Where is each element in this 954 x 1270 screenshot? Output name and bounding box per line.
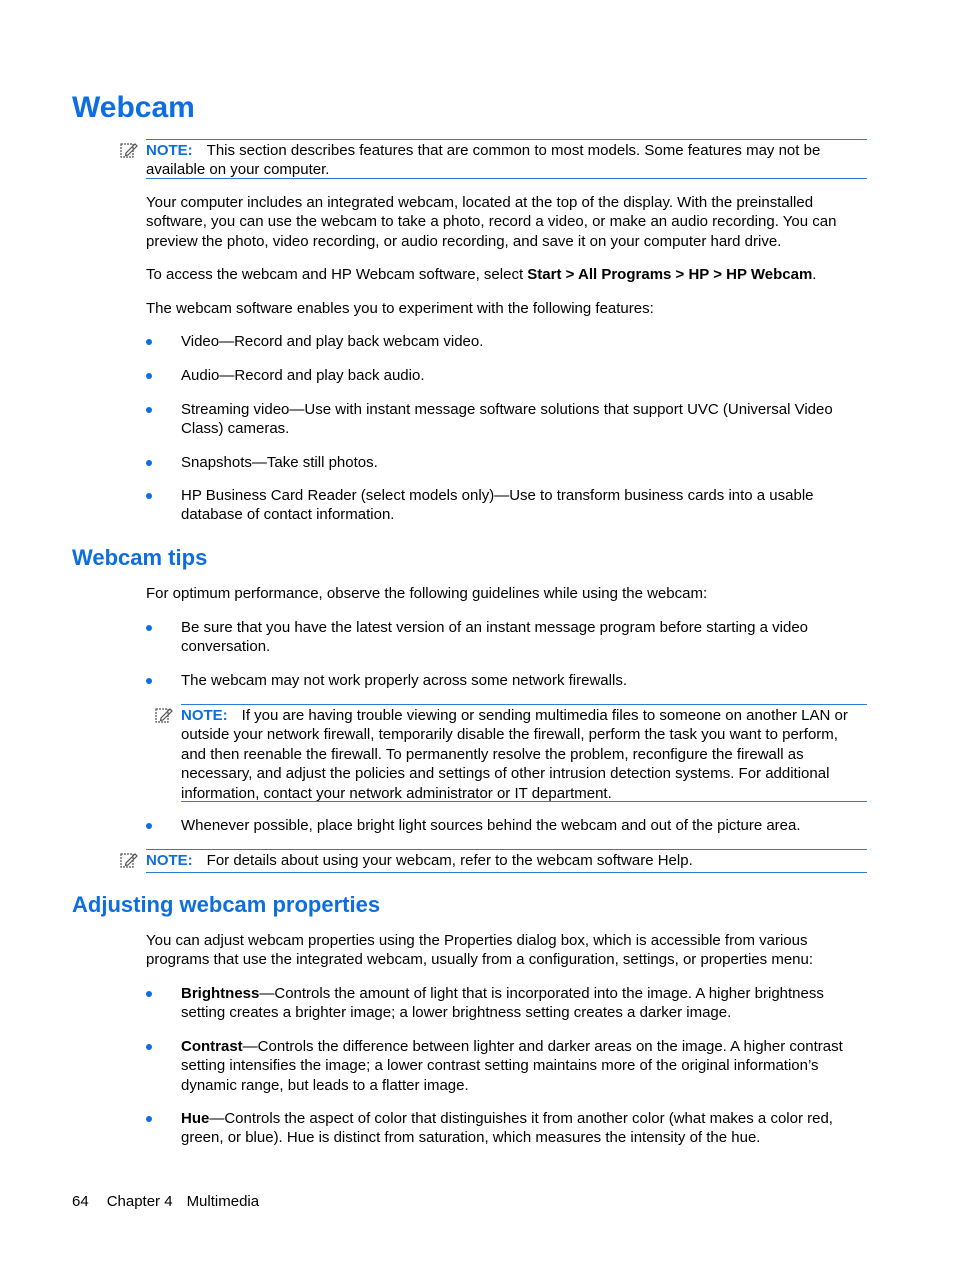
access-menu-path: Start > All Programs > HP > HP Webcam: [527, 266, 813, 283]
page-title: Webcam: [72, 91, 195, 124]
property-description: —Controls the difference between lighter and darker areas on the image. A higher contrast setting intensifies the image; a lower contrast setting maintains more of the original information’s dynamic range, but leads to a flatter image.: [181, 1038, 843, 1094]
tips-intro: For optimum performance, observe the following guidelines while using the webcam:: [146, 585, 708, 602]
section-heading-webcam-tips: Webcam tips: [72, 545, 208, 570]
note-text: For details about using your webcam, refer to the webcam software Help.: [206, 852, 693, 869]
tip-text: Whenever possible, place bright light sources behind the webcam and out of the picture area.: [181, 817, 801, 834]
access-paragraph: [146, 265, 868, 284]
bullet-dot-icon: [146, 991, 152, 997]
bullet-dot-icon: [146, 493, 152, 499]
intro-paragraph: Your computer includes an integrated webcam, located at the top of the display. With the preinstalled software, you can use the webcam to take a photo, record a video, or make an audio recording. You can preview the photo, video recording, or audio recording, and save it on your computer hard drive.: [146, 194, 837, 250]
note-box-help: [146, 849, 867, 873]
property-term: Contrast: [181, 1038, 243, 1055]
note-box-features: [146, 139, 867, 179]
tip-text: The webcam may not work properly across some network firewalls.: [181, 672, 627, 689]
property-term: Hue: [181, 1110, 210, 1127]
tip-text: Be sure that you have the latest version of an instant message program before starting a video conversation.: [181, 619, 809, 656]
features-intro: The webcam software enables you to experiment with the following features:: [146, 300, 654, 317]
access-prefix: To access the webcam and HP Webcam software, select: [146, 266, 528, 283]
property-description: —Controls the amount of light that is incorporated into the image. A higher brightness setting creates a brighter image; a lower brightness setting creates a darker image.: [181, 985, 824, 1022]
note-text: This section describes features that are common to most models. Some features may not be available on your computer.: [146, 142, 821, 179]
feature-text: Snapshots—Take still photos.: [181, 454, 378, 471]
property-text: [181, 1109, 868, 1148]
feature-text: Audio—Record and play back audio.: [181, 367, 425, 384]
note-pencil-icon: [120, 851, 138, 869]
property-text: [181, 1037, 868, 1095]
bullet-dot-icon: [146, 373, 152, 379]
chapter-label: Chapter 4: [106, 1193, 173, 1210]
bullet-dot-icon: [146, 407, 152, 413]
bullet-dot-icon: [146, 678, 152, 684]
properties-intro: You can adjust webcam properties using the Properties dialog box, which is accessible from various programs that use the integrated webcam, usually from a configuration, settings, or properties menu:: [146, 932, 814, 969]
bullet-dot-icon: [146, 1044, 152, 1050]
chapter-title: Multimedia: [186, 1193, 260, 1210]
page-footer: [72, 1192, 277, 1212]
bullet-dot-icon: [146, 1116, 152, 1122]
bullet-dot-icon: [146, 823, 152, 829]
note-pencil-icon: [155, 706, 173, 724]
note-text: If you are having trouble viewing or sending multimedia files to someone on another LAN or outside your network firewall, temporarily disable the firewall, perform the task you want to perform, and then reenable the firewall. To permanently resolve the problem, reconfigure the firewall as necessary, and adjust the policies and settings of other intrusion detection systems. For additional information, contact your network administrator or IT department.: [181, 707, 848, 802]
property-term: Brightness: [181, 985, 260, 1002]
note-label: NOTE:: [146, 142, 193, 159]
page-number: 64: [72, 1193, 89, 1210]
access-suffix: .: [812, 266, 817, 283]
note-label: NOTE:: [146, 852, 193, 869]
bullet-dot-icon: [146, 625, 152, 631]
note-label: NOTE:: [181, 707, 228, 724]
bullet-dot-icon: [146, 339, 152, 345]
bullet-dot-icon: [146, 460, 152, 466]
feature-text: Streaming video—Use with instant message software solutions that support UVC (Universal Video Class) cameras.: [181, 401, 833, 438]
note-box-firewall: [181, 704, 867, 802]
section-heading-adjusting-properties: Adjusting webcam properties: [72, 892, 381, 917]
note-pencil-icon: [120, 141, 138, 159]
feature-text: Video—Record and play back webcam video.: [181, 333, 484, 350]
property-description: —Controls the aspect of color that distinguishes it from another color (what makes a color red, green, or blue). Hue is distinct from saturation, which measures the intensity of the hue.: [181, 1110, 833, 1147]
feature-text: HP Business Card Reader (select models only)—Use to transform business cards into a usable database of contact information.: [181, 487, 814, 524]
property-text: [181, 984, 868, 1023]
